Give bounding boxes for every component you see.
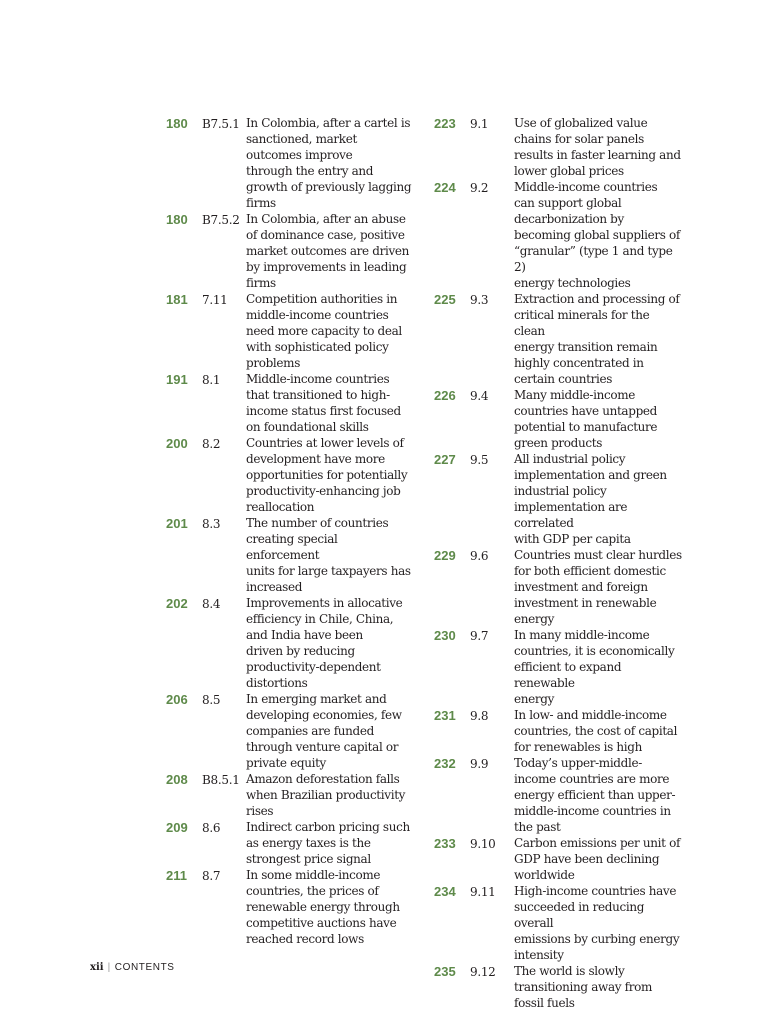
entry-title-line: implementation are correlated [514, 500, 628, 530]
toc-entry[interactable] [434, 387, 684, 451]
entry-title-line: sanctioned, market [246, 132, 357, 146]
entry-title-line: productivity-enhancing job [246, 484, 401, 498]
entry-page-number: 232 [434, 756, 456, 771]
entry-title-line: outcomes improve [246, 148, 353, 162]
entry-page-number: 235 [434, 964, 456, 979]
toc-entry[interactable] [434, 179, 684, 291]
entry-title-line: efficiency in Chile, China, [246, 612, 394, 626]
entry-figure-number: 9.10 [470, 837, 496, 851]
entry-title-line: for both efficient domestic [514, 564, 666, 578]
entry-title-line: growth of previously lagging [246, 180, 412, 194]
entry-title [514, 883, 682, 963]
entry-title-line: transitioning away from [514, 980, 653, 994]
page-footer [90, 962, 175, 973]
entry-title [514, 451, 682, 547]
footer-page-number: xii [90, 962, 104, 973]
entry-figure-number: 9.6 [470, 549, 489, 563]
entry-title-line: energy efficient than upper- [514, 788, 676, 802]
entry-figure-number: 9.11 [470, 885, 496, 899]
entry-title-line: firms [246, 196, 276, 210]
toc-entry[interactable] [166, 515, 416, 595]
toc-entry[interactable] [166, 595, 416, 691]
entry-title-line: development have more [246, 452, 385, 466]
entry-title-line: Middle-income countries [246, 372, 390, 386]
entry-figure-number: 8.5 [202, 693, 221, 707]
entry-title-line: countries, it is economically [514, 644, 675, 658]
toc-entry[interactable] [166, 867, 416, 947]
entry-title-line: Use of globalized value [514, 116, 648, 130]
entry-title-line: middle-income countries [246, 308, 389, 322]
entry-title-line: firms [246, 276, 276, 290]
entry-title [246, 867, 414, 947]
entry-figure-number: 8.6 [202, 821, 221, 835]
entry-title [246, 435, 414, 515]
entry-title [514, 547, 682, 627]
entry-page-number: 230 [434, 628, 456, 643]
footer-section: CONTENTS [114, 962, 175, 973]
entry-title-line: Today’s upper-middle- [514, 756, 642, 770]
entry-page-number: 201 [166, 516, 188, 531]
entry-title [246, 691, 414, 771]
toc-entry[interactable] [166, 371, 416, 435]
toc-entry[interactable] [434, 115, 684, 179]
entry-figure-number: B8.5.1 [202, 773, 240, 787]
toc-entry[interactable] [434, 755, 684, 835]
entry-title-line: by improvements in leading [246, 260, 407, 274]
entry-title-line: In many middle-income [514, 628, 650, 642]
entry-title-line: rises [246, 804, 274, 818]
entry-title-line: distortions [246, 676, 308, 690]
entry-title-line: Countries must clear hurdles [514, 548, 682, 562]
footer-separator: | [107, 962, 111, 973]
entry-title-line: High-income countries have [514, 884, 677, 898]
entry-title-line: when Brazilian productivity [246, 788, 406, 802]
entry-title-line: investment in renewable [514, 596, 657, 610]
entry-title-line: Middle-income countries [514, 180, 658, 194]
entry-figure-number: 9.12 [470, 965, 496, 979]
entry-title-line: as energy taxes is the [246, 836, 371, 850]
entry-title-line: need more capacity to deal [246, 324, 402, 338]
entry-title-line: Extraction and processing of [514, 292, 680, 306]
entry-figure-number: 8.3 [202, 517, 221, 531]
entry-title [514, 115, 682, 179]
toc-entry[interactable] [166, 115, 416, 211]
entry-figure-number: B7.5.2 [202, 213, 240, 227]
toc-entry[interactable] [434, 547, 684, 627]
entry-page-number: 231 [434, 708, 456, 723]
toc-entry[interactable] [166, 819, 416, 867]
entry-page-number: 206 [166, 692, 188, 707]
entry-page-number: 180 [166, 116, 188, 131]
entry-title-line: potential to manufacture [514, 420, 658, 434]
entry-title-line: In Colombia, after a cartel is [246, 116, 411, 130]
entry-title-line: In some middle-income [246, 868, 381, 882]
entry-title-line: In emerging market and [246, 692, 387, 706]
entry-title-line: developing economies, few [246, 708, 402, 722]
entry-figure-number: 9.4 [470, 389, 489, 403]
entry-title-line: creating special enforcement [246, 532, 338, 562]
entry-figure-number: 9.1 [470, 117, 489, 131]
entry-title-line: The world is slowly [514, 964, 625, 978]
toc-entry[interactable] [434, 451, 684, 547]
entry-title-line: worldwide [514, 868, 575, 882]
entry-title-line: middle-income countries in [514, 804, 671, 818]
entry-page-number: 234 [434, 884, 456, 899]
toc-entry[interactable] [434, 835, 684, 883]
entry-figure-number: 8.2 [202, 437, 221, 451]
entry-title-line: chains for solar panels [514, 132, 644, 146]
entry-figure-number: 8.7 [202, 869, 221, 883]
entry-title [514, 963, 682, 1011]
entry-title [246, 819, 414, 867]
entry-title-line: Indirect carbon pricing such [246, 820, 410, 834]
entry-title-line: energy [514, 612, 555, 626]
entry-title-line: intensity [514, 948, 564, 962]
entry-page-number: 224 [434, 180, 456, 195]
entry-title [514, 291, 682, 387]
entry-title-line: private equity [246, 756, 326, 770]
toc-entry[interactable] [434, 627, 684, 707]
entry-title [246, 515, 414, 595]
entry-title-line: income countries are more [514, 772, 670, 786]
entry-title-line: that transitioned to high- [246, 388, 390, 402]
entry-figure-number: B7.5.1 [202, 117, 240, 131]
toc-entry[interactable] [166, 435, 416, 515]
entry-title-line: energy [514, 692, 555, 706]
entry-page-number: 226 [434, 388, 456, 403]
entry-title-line: highly concentrated in [514, 356, 644, 370]
entry-title-line: investment and foreign [514, 580, 648, 594]
entry-figure-number: 8.1 [202, 373, 221, 387]
entry-title-line: decarbonization by [514, 212, 624, 226]
entry-page-number: 200 [166, 436, 188, 451]
entry-figure-number: 8.4 [202, 597, 221, 611]
entry-title-line: efficient to expand renewable [514, 660, 622, 690]
entry-figure-number: 7.11 [202, 293, 228, 307]
entry-title-line: reached record lows [246, 932, 364, 946]
toc-entry[interactable] [166, 691, 416, 771]
entry-page-number: 223 [434, 116, 456, 131]
entry-title-line: Carbon emissions per unit of [514, 836, 681, 850]
entry-figure-number: 9.7 [470, 629, 489, 643]
entry-title-line: industrial policy [514, 484, 607, 498]
entry-page-number: 209 [166, 820, 188, 835]
toc-entry[interactable] [434, 963, 684, 1011]
entry-title-line: fossil fuels [514, 996, 575, 1010]
entry-title-line: results in faster learning and [514, 148, 681, 162]
toc-entry[interactable] [166, 771, 416, 819]
entry-title [246, 595, 414, 691]
entry-title-line: income status first focused [246, 404, 401, 418]
entry-title-line: problems [246, 356, 301, 370]
entry-title [514, 755, 682, 835]
entry-title-line: and India have been [246, 628, 363, 642]
entry-page-number: 229 [434, 548, 456, 563]
entry-page-number: 211 [166, 868, 187, 883]
entry-figure-number: 9.5 [470, 453, 489, 467]
entry-title-line: Countries at lower levels of [246, 436, 404, 450]
entry-page-number: 181 [166, 292, 188, 307]
entry-title-line: energy transition remain [514, 340, 658, 354]
entry-title-line: The number of countries [246, 516, 389, 530]
entry-page-number: 202 [166, 596, 188, 611]
entry-title-line: driven by reducing [246, 644, 355, 658]
entry-title [246, 115, 414, 211]
entry-title-line: through venture capital or [246, 740, 399, 754]
entry-title-line: In low- and middle-income [514, 708, 667, 722]
entry-page-number: 180 [166, 212, 188, 227]
entry-figure-number: 9.8 [470, 709, 489, 723]
entry-title-line: can support global [514, 196, 622, 210]
entry-title-line: opportunities for potentially [246, 468, 408, 482]
entry-title-line: the past [514, 820, 561, 834]
entry-title-line: critical minerals for the clean [514, 308, 650, 338]
entry-title-line: countries, the prices of [246, 884, 379, 898]
entry-title [514, 627, 682, 707]
entry-title-line: Many middle-income [514, 388, 636, 402]
entry-title-line: implementation and green [514, 468, 667, 482]
entry-title [514, 835, 682, 883]
entry-title-line: with sophisticated policy [246, 340, 389, 354]
entry-title-line: succeeded in reducing overall [514, 900, 645, 930]
entry-figure-number: 9.2 [470, 181, 489, 195]
entry-page-number: 225 [434, 292, 456, 307]
entry-title-line: of dominance case, positive [246, 228, 405, 242]
toc-entry[interactable] [434, 707, 684, 755]
entry-page-number: 208 [166, 772, 188, 787]
entry-title-line: productivity-dependent [246, 660, 381, 674]
entry-title-line: renewable energy through [246, 900, 400, 914]
toc-entry[interactable] [166, 211, 416, 291]
entry-title-line: companies are funded [246, 724, 374, 738]
entry-title [514, 179, 682, 291]
entry-title-line: lower global prices [514, 164, 624, 178]
entry-title-line: units for large taxpayers has [246, 564, 411, 578]
entry-title-line: GDP have been declining [514, 852, 660, 866]
entry-title-line: countries have untapped [514, 404, 657, 418]
toc-entry[interactable] [166, 291, 416, 371]
entry-title-line: strongest price signal [246, 852, 371, 866]
entry-title [514, 387, 682, 451]
entry-figure-number: 9.3 [470, 293, 489, 307]
toc-column-left [166, 115, 416, 947]
entry-title-line: with GDP per capita [514, 532, 631, 546]
entry-title-line: competitive auctions have [246, 916, 397, 930]
entry-title-line: becoming global suppliers of [514, 228, 681, 242]
entry-title-line: countries, the cost of capital [514, 724, 678, 738]
entry-title-line: All industrial policy [514, 452, 626, 466]
entry-title-line: certain countries [514, 372, 613, 386]
entry-title-line: In Colombia, after an abuse [246, 212, 406, 226]
entry-page-number: 191 [166, 372, 188, 387]
entry-title-line: on foundational skills [246, 420, 369, 434]
entry-title [246, 371, 414, 435]
toc-column-right [434, 115, 684, 1011]
entry-title-line: emissions by curbing energy [514, 932, 680, 946]
entry-title-line: energy technologies [514, 276, 631, 290]
entry-figure-number: 9.9 [470, 757, 489, 771]
entry-title-line: “granular” (type 1 and type 2) [514, 244, 673, 274]
entry-title-line: through the entry and [246, 164, 374, 178]
entry-title-line: Improvements in allocative [246, 596, 403, 610]
entry-page-number: 227 [434, 452, 456, 467]
entry-title [246, 211, 414, 291]
entry-title [246, 771, 414, 819]
entry-title-line: green products [514, 436, 603, 450]
entry-title-line: Competition authorities in [246, 292, 398, 306]
entry-title-line: Amazon deforestation falls [246, 772, 400, 786]
entry-title-line: market outcomes are driven [246, 244, 410, 258]
entry-title-line: for renewables is high [514, 740, 642, 754]
entry-title-line: increased [246, 580, 303, 594]
entry-title-line: reallocation [246, 500, 315, 514]
entry-page-number: 233 [434, 836, 456, 851]
toc-entry[interactable] [434, 291, 684, 387]
entry-title [514, 707, 682, 755]
toc-entry[interactable] [434, 883, 684, 963]
entry-title [246, 291, 414, 371]
